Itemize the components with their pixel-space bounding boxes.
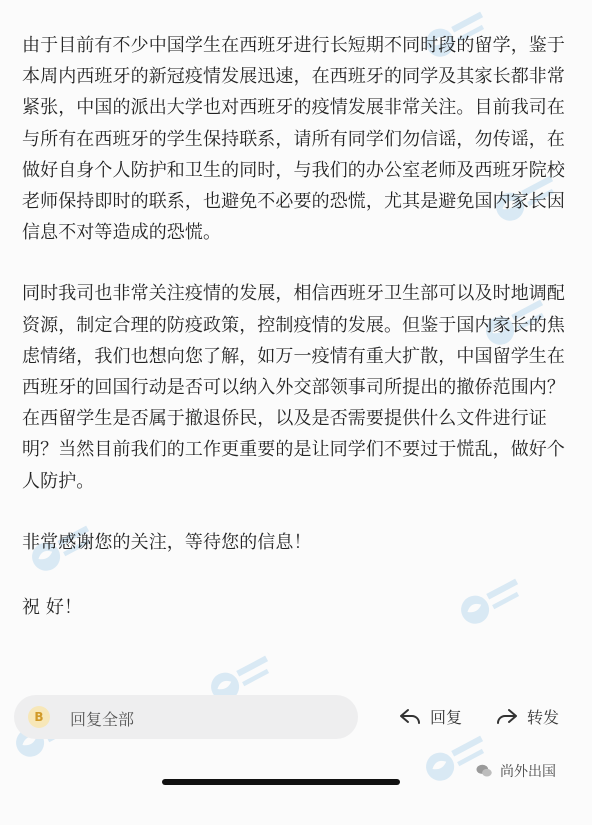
message-closing: 祝 好！ xyxy=(22,597,83,619)
avatar: B xyxy=(28,706,50,728)
message-paragraph: 同时我司也非常关注疫情的发展，相信西班牙卫生部可以及时地调配资源，制定合理的防疫政策，控制疫情的发展。但鉴于国内家长的焦虑情绪，我们也想向您了解，如万一疫情有重大扩散，中国留学生在西班牙的回国行动是否可以纳入外交部领事司所提出的撤侨范围内？在西留学生是否属于撤退侨民，以及是否需要提供什么文件进行证明？当然目前我们的工作更重要的是让同学们不要过于慌乱，做好个人防护。 xyxy=(22,283,565,492)
forward-button[interactable] xyxy=(495,704,559,728)
reply-button[interactable] xyxy=(398,704,462,728)
wechat-account-mark xyxy=(474,761,556,781)
message-body xyxy=(22,30,570,623)
message-paragraph: 非常感谢您的关注，等待您的信息！ xyxy=(22,531,312,553)
account-name: 尚外出国 xyxy=(500,764,556,780)
message-paragraph: 由于目前有不少中国学生在西班牙进行长短期不同时段的留学，鉴于本周内西班牙的新冠疫情发展迅速，在西班牙的同学及其家长都非常紧张，中国的派出大学也对西班牙的疫情发展非常关注。目前我司在与所有在西班牙的学生保持联系，请所有同学们勿信谣，勿传谣，在做好自身个人防护和卫生的同时，与我们的办公室老师及西班牙院校老师保持即时的联系，也避免不必要的恐慌，尤其是避免国内家长因信息不对等造成的恐慌。 xyxy=(22,35,565,244)
home-indicator xyxy=(162,779,400,785)
chat-bubble-icon xyxy=(474,761,494,781)
forward-icon xyxy=(495,704,519,728)
reply-label: 回复 xyxy=(430,707,463,727)
reply-all-input[interactable] xyxy=(14,695,358,739)
reply-icon xyxy=(398,704,422,728)
reply-all-placeholder: 回复全部 xyxy=(70,710,135,729)
forward-label: 转发 xyxy=(527,707,560,727)
